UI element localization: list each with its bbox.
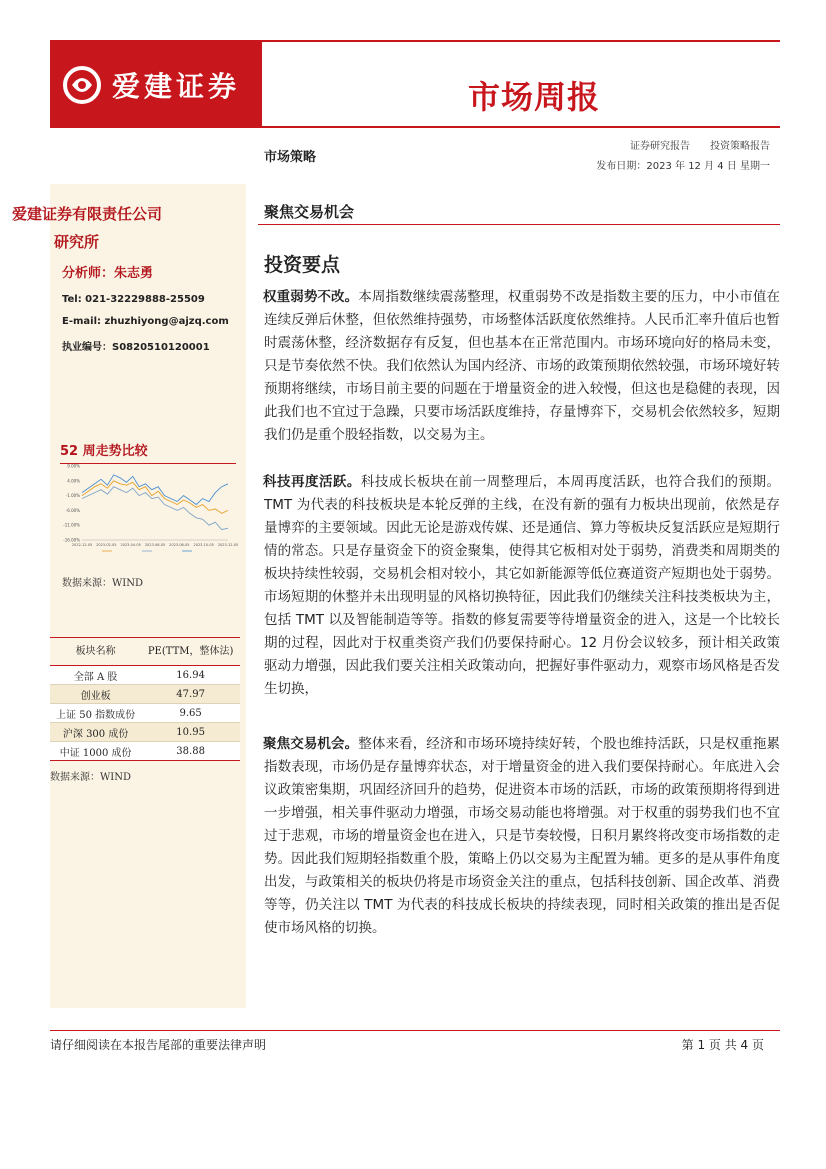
pe-sector: 上证 50 指数成份	[50, 704, 141, 723]
paragraph-lead: 权重弱势不改。	[263, 289, 359, 305]
table-row	[50, 742, 240, 761]
pe-sector: 中证 1000 成份	[50, 742, 141, 761]
y-tick-label: -1.00%	[65, 493, 80, 499]
trend-chart	[62, 462, 239, 554]
pe-table	[50, 637, 240, 761]
document-heading: 聚焦交易机会	[264, 203, 355, 221]
paragraph-tech-active	[264, 471, 780, 701]
series-line-3	[82, 475, 228, 505]
table-row	[50, 704, 240, 723]
analyst-cert-id: 执业编号：S0820510120001	[62, 342, 210, 353]
x-tick-label: 2023-10-05	[193, 543, 214, 547]
footer-divider	[50, 1030, 780, 1031]
pe-header-sector: 板块名称	[50, 638, 141, 666]
analyst-tel: Tel: 021-32229888-25509	[62, 294, 205, 305]
brand-name: 爱建证券	[112, 70, 241, 103]
pe-value: 47.97	[141, 685, 240, 704]
y-tick-label: -16.00%	[63, 537, 80, 543]
publish-date: 发布日期：2023 年 12 月 4 日 星期一	[596, 161, 770, 172]
y-tick-label: -11.00%	[63, 522, 80, 528]
heading-divider	[258, 224, 780, 225]
pe-sector: 创业板	[50, 685, 141, 704]
paragraph-weight-weak	[264, 286, 780, 447]
pe-value: 16.94	[141, 666, 240, 685]
pe-sector: 全部 A 股	[50, 666, 141, 685]
pe-header-value: PE(TTM，整体法)	[141, 638, 240, 666]
paragraph-trading-focus	[264, 733, 780, 940]
table-row	[50, 723, 240, 742]
analyst-name: 分析师：朱志勇	[62, 266, 154, 281]
company-line-2: 研究所	[54, 233, 100, 251]
table-row	[50, 666, 240, 685]
x-tick-label: 2023-02-05	[96, 543, 117, 547]
pe-value: 38.88	[141, 742, 240, 761]
points-heading: 投资要点	[264, 254, 341, 276]
page-number: 第 1 页 共 4 页	[681, 1038, 764, 1052]
company-line-1: 爱建证券有限责任公司	[12, 205, 163, 223]
chart-title: 52 周走势比较	[60, 440, 236, 464]
sidebar	[50, 184, 246, 1008]
x-tick-label: 2023-12-05	[217, 543, 239, 547]
report-type: 证券研究报告 投资策略报告	[630, 141, 770, 152]
y-tick-label: 4.00%	[67, 478, 80, 484]
paragraph-body: 本周指数继续震荡整理，权重弱势不改是指数主要的压力，中小市值在连续反弹后休整，但依然维持强势，市场整体活跃度依然维持。人民币汇率升值后也暂时震荡休整，经济数据存有反复，但也基本在正常范围内。市场环境向好的格局未变，只是节奏依然不快。我们依然认为国内经济、市场的政策预期依然较强，市场环境好转预期将继续，市场目前主要的问题在于增量资金的进入较慢，但这也是稳健的表现，因此我们也不宜过于急躁，只要市场活跃度维持，存量博弈下，交易机会依然较多，短期我们仍是重个股轻指数，以交易为主。	[264, 289, 781, 443]
x-tick-label: 2023-06-05	[144, 543, 166, 547]
paragraph-lead: 科技再度活跃。	[263, 474, 361, 490]
paragraph-body: 整体来看，经济和市场环境持续好转，个股也维持活跃，只是权重拖累指数表现，市场仍是存量博弈状态，对于增量资金的进入我们要保持耐心。年底进入会议政策密集期，巩固经济回升的趋势，促进资本市场的活跃，市场的政策预期将得到进一步增强，相关事件驱动力增强，市场交易动能也将增强。对于权重的弱势我们也不宜过于悲观，市场的增量资金也在进入，只是节奏较慢，日积月累终将改变市场指数的走势。因此我们短期轻指数重个股，策略上仍以交易为主配置为辅。更多的是从事件角度出发，与政策相关的板块仍将是市场资金关注的重点，包括科技创新、国企改革、消费等等，仍关注以 TMT 为代表的科技成长板块的持续表现，同时相关政策的推出是否促使市场风格的切换。	[264, 736, 781, 936]
chart-source: 数据来源：WIND	[62, 578, 143, 589]
paragraph-body: 科技成长板块在前一周整理后，本周再度活跃，也符合我们的预期。TMT 为代表的科技板块是本轮反弹的主线，在没有新的强有力板块出现前，依然是存量博弈的主要领域。因此无论是游戏传媒、还是通信、算力等板块反复活跃应是短期行情的常态。只是存量资金下的资金聚集，使得其它板相对处于弱势，消费类和周期类的板块持续性较弱，交易机会相对较小，其它如新能源等低位赛道资产短期也处于弱势。市场短期的休整并未出现明显的风格切换特征，因此我们仍继续关注科技类板块为主，包括 TMT 以及智能制造等等。指数的修复需要等待增量资金的进入，这是一个比较长期的过程，因此对于权重类资产我们仍要保持耐心。12 月份会议较多，预计相关政策驱动力增强，因此我们要关注相关政策动向，把握好事件驱动力，观察市场风格是否发生切换，	[264, 474, 781, 697]
x-tick-label: 2023-08-05	[169, 543, 190, 547]
pe-value: 10.95	[141, 723, 240, 742]
pe-value: 9.65	[141, 704, 240, 723]
pe-sector: 沪深 300 成份	[50, 723, 141, 742]
x-tick-label: 2023-04-05	[120, 543, 141, 547]
x-tick-label: 2022-12-05	[71, 543, 93, 547]
brand-mark-icon	[62, 65, 102, 105]
brand-logo	[50, 42, 262, 128]
y-tick-label: -6.00%	[65, 507, 80, 513]
y-tick-label: 9.00%	[67, 463, 80, 469]
series-line-1	[82, 481, 228, 514]
company-name	[12, 200, 187, 256]
analyst-email[interactable]: E-mail: zhuzhiyong@ajzq.com	[62, 316, 229, 327]
section-label: 市场策略	[264, 150, 317, 165]
report-title: 市场周报	[467, 78, 600, 116]
table-row	[50, 685, 240, 704]
legal-notice: 请仔细阅读在本报告尾部的重要法律声明	[50, 1038, 267, 1052]
pe-table-header	[50, 638, 240, 666]
paragraph-lead: 聚焦交易机会。	[263, 736, 359, 752]
report-header	[50, 40, 780, 128]
table-source: 数据来源：WIND	[50, 772, 131, 783]
